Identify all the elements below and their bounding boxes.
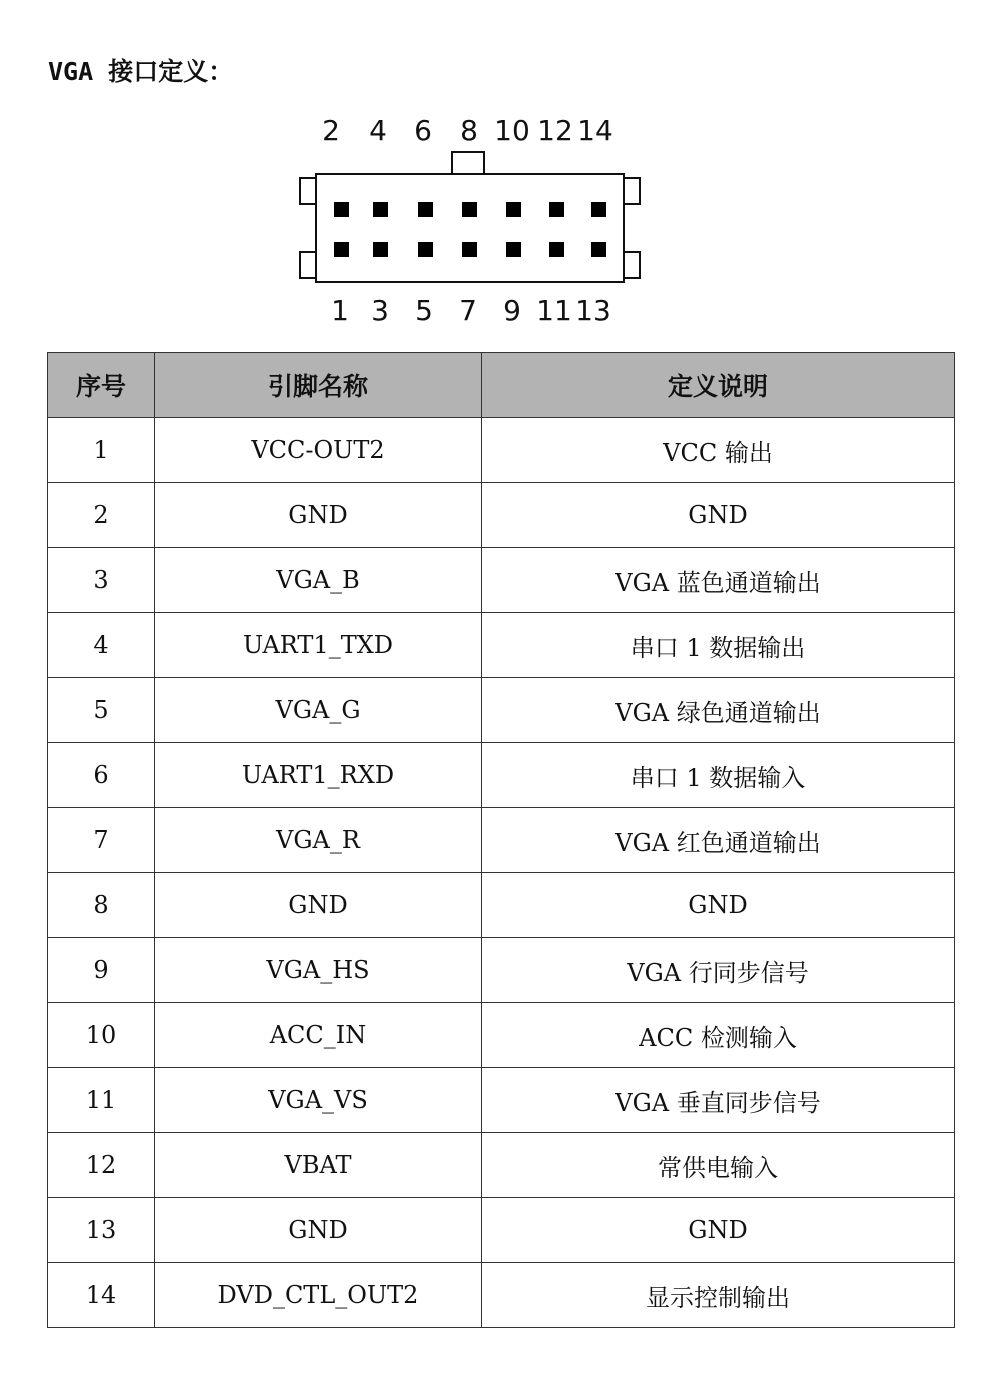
cell-pin-name: VGA_VS — [155, 1068, 482, 1133]
pin-label-bottom: 7 — [459, 294, 477, 327]
pin-square — [591, 242, 606, 257]
cell-description: 串口 1 数据输出 — [482, 613, 955, 678]
table-row — [48, 613, 955, 678]
cell-number: 3 — [48, 548, 155, 613]
pin-square — [462, 242, 477, 257]
table-row — [48, 1068, 955, 1133]
cell-pin-name: UART1_TXD — [155, 613, 482, 678]
table-row — [48, 1003, 955, 1068]
connector-body — [316, 174, 624, 282]
cell-pin-name: VCC-OUT2 — [155, 418, 482, 483]
table-row — [48, 938, 955, 1003]
pin-square — [549, 202, 564, 217]
cell-description: VGA 行同步信号 — [482, 938, 955, 1003]
connector-latch-right-top — [624, 178, 640, 204]
table-row — [48, 418, 955, 483]
cell-pin-name: VGA_B — [155, 548, 482, 613]
pin-label-bottom: 3 — [371, 294, 389, 327]
connector-top-labels — [322, 114, 613, 147]
cell-pin-name: VBAT — [155, 1133, 482, 1198]
pin-square — [373, 242, 388, 257]
cell-pin-name: GND — [155, 873, 482, 938]
cell-description: 常供电输入 — [482, 1133, 955, 1198]
header-description: 定义说明 — [482, 353, 955, 418]
pin-label-top: 8 — [460, 114, 478, 147]
cell-number: 14 — [48, 1263, 155, 1328]
header-pin-name: 引脚名称 — [155, 353, 482, 418]
table-row — [48, 548, 955, 613]
cell-number: 4 — [48, 613, 155, 678]
table-row — [48, 1263, 955, 1328]
cell-number: 8 — [48, 873, 155, 938]
cell-description: VGA 垂直同步信号 — [482, 1068, 955, 1133]
pin-label-top: 2 — [322, 114, 340, 147]
cell-number: 9 — [48, 938, 155, 1003]
connector-diagram — [290, 108, 650, 333]
pin-square — [506, 202, 521, 217]
pin-square — [334, 202, 349, 217]
connector-key — [452, 152, 484, 174]
table-row — [48, 483, 955, 548]
cell-pin-name: GND — [155, 1198, 482, 1263]
cell-description: 串口 1 数据输入 — [482, 743, 955, 808]
pin-label-top: 12 — [537, 114, 573, 147]
pin-label-bottom: 9 — [503, 294, 521, 327]
pin-square — [418, 202, 433, 217]
pin-square — [462, 202, 477, 217]
cell-pin-name: GND — [155, 483, 482, 548]
pin-definition-table — [47, 352, 955, 1328]
cell-number: 6 — [48, 743, 155, 808]
pin-square — [373, 202, 388, 217]
cell-number: 12 — [48, 1133, 155, 1198]
cell-number: 11 — [48, 1068, 155, 1133]
connector-latch-left-top — [300, 178, 316, 204]
connector-bottom-labels — [331, 294, 611, 327]
cell-pin-name: VGA_G — [155, 678, 482, 743]
table-row — [48, 743, 955, 808]
cell-number: 1 — [48, 418, 155, 483]
cell-description: 显示控制输出 — [482, 1263, 955, 1328]
cell-pin-name: DVD_CTL_OUT2 — [155, 1263, 482, 1328]
cell-pin-name: VGA_HS — [155, 938, 482, 1003]
pin-label-bottom: 5 — [415, 294, 433, 327]
connector-latch-right-bottom — [624, 252, 640, 278]
cell-description: VGA 蓝色通道输出 — [482, 548, 955, 613]
cell-description: VGA 绿色通道输出 — [482, 678, 955, 743]
table-header-row — [48, 353, 955, 418]
pin-label-top: 6 — [414, 114, 432, 147]
table-row — [48, 873, 955, 938]
table-row — [48, 678, 955, 743]
pin-square — [506, 242, 521, 257]
pin-label-bottom: 13 — [575, 294, 611, 327]
table-row — [48, 1133, 955, 1198]
cell-number: 10 — [48, 1003, 155, 1068]
cell-description: GND — [482, 873, 955, 938]
pin-square — [334, 242, 349, 257]
pin-square — [549, 242, 564, 257]
table-row — [48, 808, 955, 873]
page-title: VGA 接口定义： — [48, 57, 234, 86]
header-number: 序号 — [48, 353, 155, 418]
cell-pin-name: UART1_RXD — [155, 743, 482, 808]
cell-number: 5 — [48, 678, 155, 743]
cell-pin-name: ACC_IN — [155, 1003, 482, 1068]
cell-description: GND — [482, 1198, 955, 1263]
cell-description: ACC 检测输入 — [482, 1003, 955, 1068]
pin-label-bottom: 1 — [331, 294, 349, 327]
pin-label-top: 10 — [494, 114, 530, 147]
pin-square — [591, 202, 606, 217]
cell-number: 7 — [48, 808, 155, 873]
cell-description: VCC 输出 — [482, 418, 955, 483]
pin-square — [418, 242, 433, 257]
pin-label-bottom: 11 — [536, 294, 572, 327]
pin-label-top: 4 — [369, 114, 387, 147]
cell-pin-name: VGA_R — [155, 808, 482, 873]
cell-description: GND — [482, 483, 955, 548]
cell-number: 13 — [48, 1198, 155, 1263]
table-row — [48, 1198, 955, 1263]
cell-number: 2 — [48, 483, 155, 548]
pin-label-top: 14 — [577, 114, 613, 147]
cell-description: VGA 红色通道输出 — [482, 808, 955, 873]
connector-latch-left-bottom — [300, 252, 316, 278]
